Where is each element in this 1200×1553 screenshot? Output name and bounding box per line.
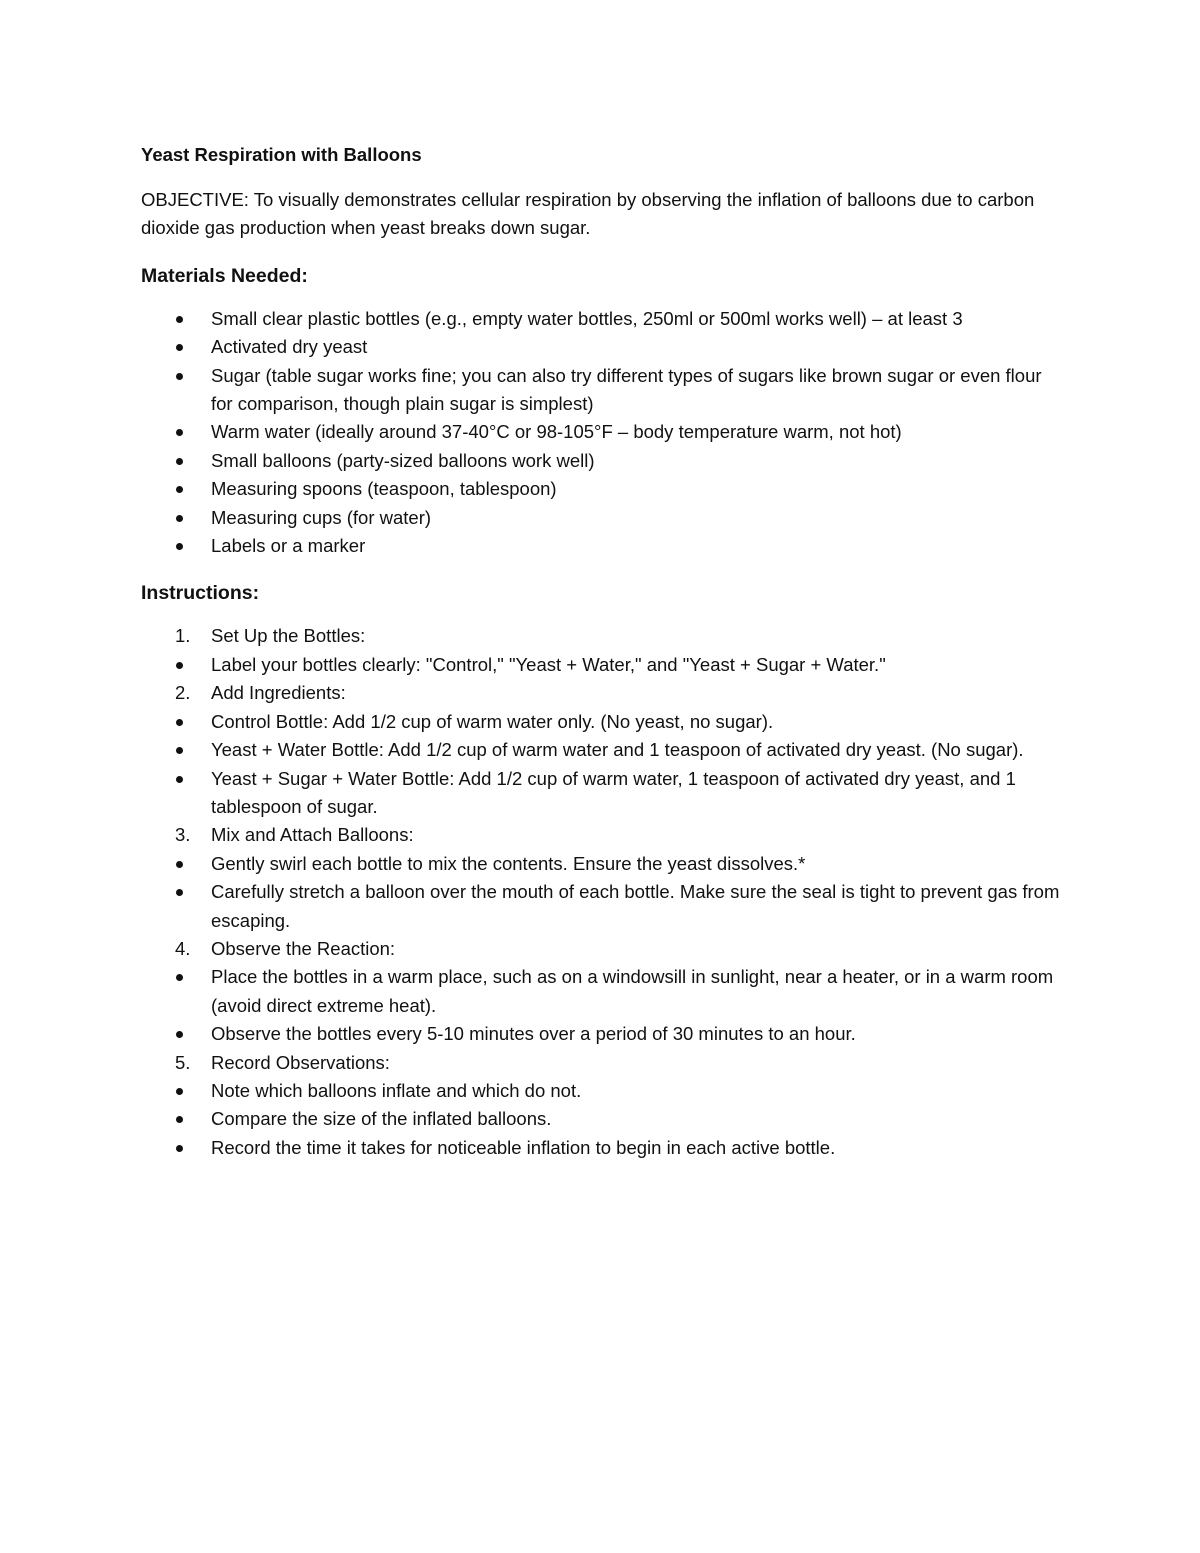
step-number: 4. [175, 937, 191, 959]
instruction-text: Add Ingredients: [211, 682, 346, 704]
materials-item [141, 447, 1061, 475]
materials-item [141, 532, 1061, 560]
instruction-step-item [141, 821, 1061, 849]
instruction-bullet-item [141, 1105, 1061, 1133]
instruction-bullet-item [141, 765, 1061, 822]
document-title: Yeast Respiration with Balloons [141, 144, 422, 165]
instructions-list [141, 622, 1061, 1162]
instruction-text: Place the bottles in a warm place, such as on a windowsill in sunlight, near a heater, or in a warm room (avoid direct extreme heat). [211, 966, 1054, 1016]
instruction-bullet-item [141, 850, 1061, 878]
materials-item [141, 362, 1061, 419]
instruction-text: Record Observations: [211, 1051, 390, 1073]
instruction-text: Gently swirl each bottle to mix the contents. Ensure the yeast dissolves.* [211, 852, 806, 874]
materials-item [141, 418, 1061, 446]
instruction-text: Observe the bottles every 5-10 minutes over a period of 30 minutes to an hour. [211, 1023, 856, 1045]
instruction-bullet-item [141, 1134, 1061, 1162]
instruction-text: Observe the Reaction: [211, 937, 396, 959]
materials-item-text: Small balloons (party-sized balloons work well) [211, 449, 595, 471]
materials-item-text: Sugar (table sugar works fine; you can also try different types of sugars like brown sugar or even flour for comparison, though plain sugar is simplest) [211, 364, 1042, 415]
materials-item [141, 475, 1061, 503]
instruction-text: Record the time it takes for noticeable inflation to begin in each active bottle. [211, 1136, 836, 1158]
materials-item [141, 305, 1061, 333]
materials-item-text: Measuring spoons (teaspoon, tablespoon) [211, 478, 557, 500]
instruction-text: Control Bottle: Add 1/2 cup of warm water only. (No yeast, no sugar). [211, 710, 774, 732]
instruction-bullet-item [141, 736, 1061, 764]
document-body [141, 140, 1061, 1162]
instruction-text: Set Up the Bottles: [211, 625, 366, 647]
step-number: 5. [175, 1051, 191, 1073]
materials-item-text: Measuring cups (for water) [211, 506, 432, 528]
instruction-bullet-item [141, 963, 1061, 1020]
materials-list [141, 305, 1061, 561]
materials-item-text: Labels or a marker [211, 535, 366, 557]
materials-item [141, 333, 1061, 361]
step-number: 1. [175, 625, 191, 647]
step-number: 2. [175, 682, 191, 704]
materials-heading: Materials Needed: [141, 264, 308, 287]
instruction-text: Carefully stretch a balloon over the mouth of each bottle. Make sure the seal is tight to prevent gas from escaping. [211, 881, 1060, 931]
instruction-step-item [141, 679, 1061, 707]
materials-item-text: Warm water (ideally around 37-40°C or 98-105°F – body temperature warm, not hot) [211, 421, 902, 443]
instruction-bullet-item [141, 878, 1061, 935]
materials-item-text: Small clear plastic bottles (e.g., empty water bottles, 250ml or 500ml works well) – at least 3 [211, 307, 963, 329]
instruction-text: Yeast + Water Bottle: Add 1/2 cup of warm water and 1 teaspoon of activated dry yeast. (No sugar). [211, 739, 1024, 761]
materials-item [141, 504, 1061, 532]
step-number: 3. [175, 824, 191, 846]
instruction-text: Yeast + Sugar + Water Bottle: Add 1/2 cup of warm water, 1 teaspoon of activated dry yeast, and 1 tablespoon of sugar. [211, 767, 1016, 817]
instruction-text: Compare the size of the inflated balloons. [211, 1108, 552, 1130]
instruction-text: Note which balloons inflate and which do not. [211, 1079, 582, 1101]
instruction-bullet-item [141, 651, 1061, 679]
instruction-text: Label your bottles clearly: "Control," "Yeast + Water," and "Yeast + Sugar + Water." [211, 653, 886, 675]
instruction-step-item [141, 935, 1061, 963]
instruction-step-item [141, 622, 1061, 650]
instruction-bullet-item [141, 1077, 1061, 1105]
objective-paragraph: OBJECTIVE: To visually demonstrates cellular respiration by observing the inflation of balloons due to carbon dioxide gas production when yeast breaks down sugar. [141, 189, 1035, 239]
instruction-bullet-item [141, 708, 1061, 736]
instruction-step-item [141, 1049, 1061, 1077]
materials-item-text: Activated dry yeast [211, 336, 368, 358]
instructions-heading: Instructions: [141, 582, 260, 605]
instruction-bullet-item [141, 1020, 1061, 1048]
instruction-text: Mix and Attach Balloons: [211, 824, 414, 846]
